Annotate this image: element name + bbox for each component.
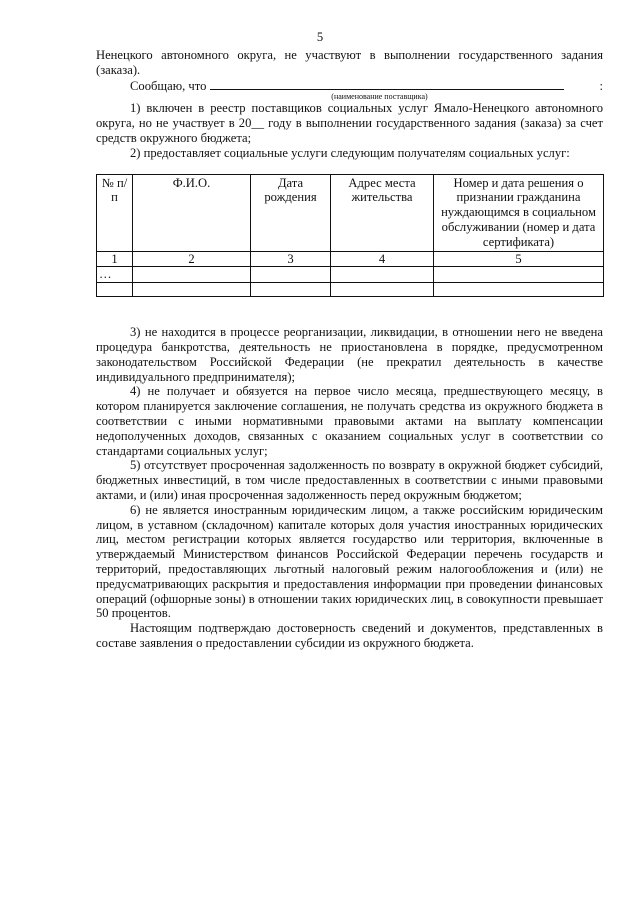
column-number-3: 3 bbox=[251, 251, 331, 267]
recipients-table bbox=[96, 174, 604, 298]
table-numbering-row bbox=[97, 251, 604, 267]
item-6: 6) не является иностранным юридическим лицом, а также российским юридическим лицом, в уставном (складочном) капитале которых доля участия иностранных юридических лиц, местом регистрации которых является государство или территория, включенные в утверждаемый Министерством финансов Российской Федерации перечень государств и территорий, предоставляющих льготный налоговый режим налогообложения и (или) не предусматривающих раскрытия и предоставления информации при проведении финансовых операций (офшорные зоны) в отношении таких юридических лиц, в совокупности превышает 50 процентов. bbox=[96, 502, 603, 621]
item-5: 5) отсутствует просроченная задолженность по возврату в окружной бюджет субсидий, бюджетных инвестиций, в том числе предоставленных в соответствии с иными правовыми актами, и (или) иная просроченная задолженность перед окружным бюджетом; bbox=[96, 458, 603, 502]
header-full-name: Ф.И.О. bbox=[133, 174, 251, 251]
table-header-row bbox=[97, 174, 604, 251]
table-cell[interactable] bbox=[434, 283, 604, 297]
table-cell[interactable] bbox=[251, 283, 331, 297]
header-birth-date: Дата рождения bbox=[251, 174, 331, 251]
supplier-name-blank[interactable] bbox=[210, 78, 563, 90]
supplier-report-line bbox=[96, 78, 603, 94]
column-number-1: 1 bbox=[97, 251, 133, 267]
item-3: 3) не находится в процессе реорганизации, ликвидации, в отношении него не введена процедура банкротства, деятельность не приостановлена в порядке, предусмотренном законодательством Российской Федерации (не прекратил деятельность в качестве индивидуального предпринимателя); bbox=[96, 325, 603, 384]
item-1: 1) включен в реестр поставщиков социальных услуг Ямало-Ненецкого автономного округа, но не участвует в 20__ году в выполнении государственного задания (заказа) за счет средств окружного бюджета; bbox=[96, 101, 603, 145]
header-address: Адрес места жительства bbox=[331, 174, 434, 251]
table-cell[interactable] bbox=[434, 267, 604, 283]
report-suffix: : bbox=[599, 78, 603, 93]
item-2: 2) предоставляет социальные услуги следующим получателям социальных услуг: bbox=[130, 145, 570, 160]
column-number-4: 4 bbox=[331, 251, 434, 267]
header-decision: Номер и дата решения о признании гражданина нуждающимся в социальном обслуживании (номер и дата сертификата) bbox=[434, 174, 604, 251]
table-cell[interactable] bbox=[97, 283, 133, 297]
document-body bbox=[96, 48, 603, 651]
table-row bbox=[97, 283, 604, 297]
column-number-5: 5 bbox=[434, 251, 604, 267]
table-cell[interactable] bbox=[251, 267, 331, 283]
table-row bbox=[97, 267, 604, 283]
page-number: 5 bbox=[316, 30, 324, 44]
supplier-name-caption: (наименование поставщика) bbox=[331, 92, 428, 102]
intro-paragraph: Ненецкого автономного округа, не участвуют в выполнении государственного задания (заказа). bbox=[96, 48, 603, 77]
table-cell[interactable] bbox=[133, 267, 251, 283]
closing-paragraph: Настоящим подтверждаю достоверность сведений и документов, представленных в составе заявления о предоставлении субсидии из окружного бюджета. bbox=[96, 621, 603, 650]
table-cell[interactable] bbox=[331, 267, 434, 283]
column-number-2: 2 bbox=[133, 251, 251, 267]
table-cell[interactable] bbox=[331, 283, 434, 297]
ellipsis-cell: … bbox=[97, 267, 133, 283]
item-4: 4) не получает и обязуется на первое число месяца, предшествующего месяцу, в котором планируется заключение соглашения, не получать средства из окружного бюджета в соответствии с иными нормативными правовыми актами на выплату компенсации недополученных доходов, связанных с оказанием социальных услуг в соответствии со стандартами социальных услуг; bbox=[96, 384, 603, 458]
table-cell[interactable] bbox=[133, 283, 251, 297]
report-prefix: Сообщаю, что bbox=[130, 78, 207, 93]
header-number: № п/п bbox=[97, 174, 133, 251]
